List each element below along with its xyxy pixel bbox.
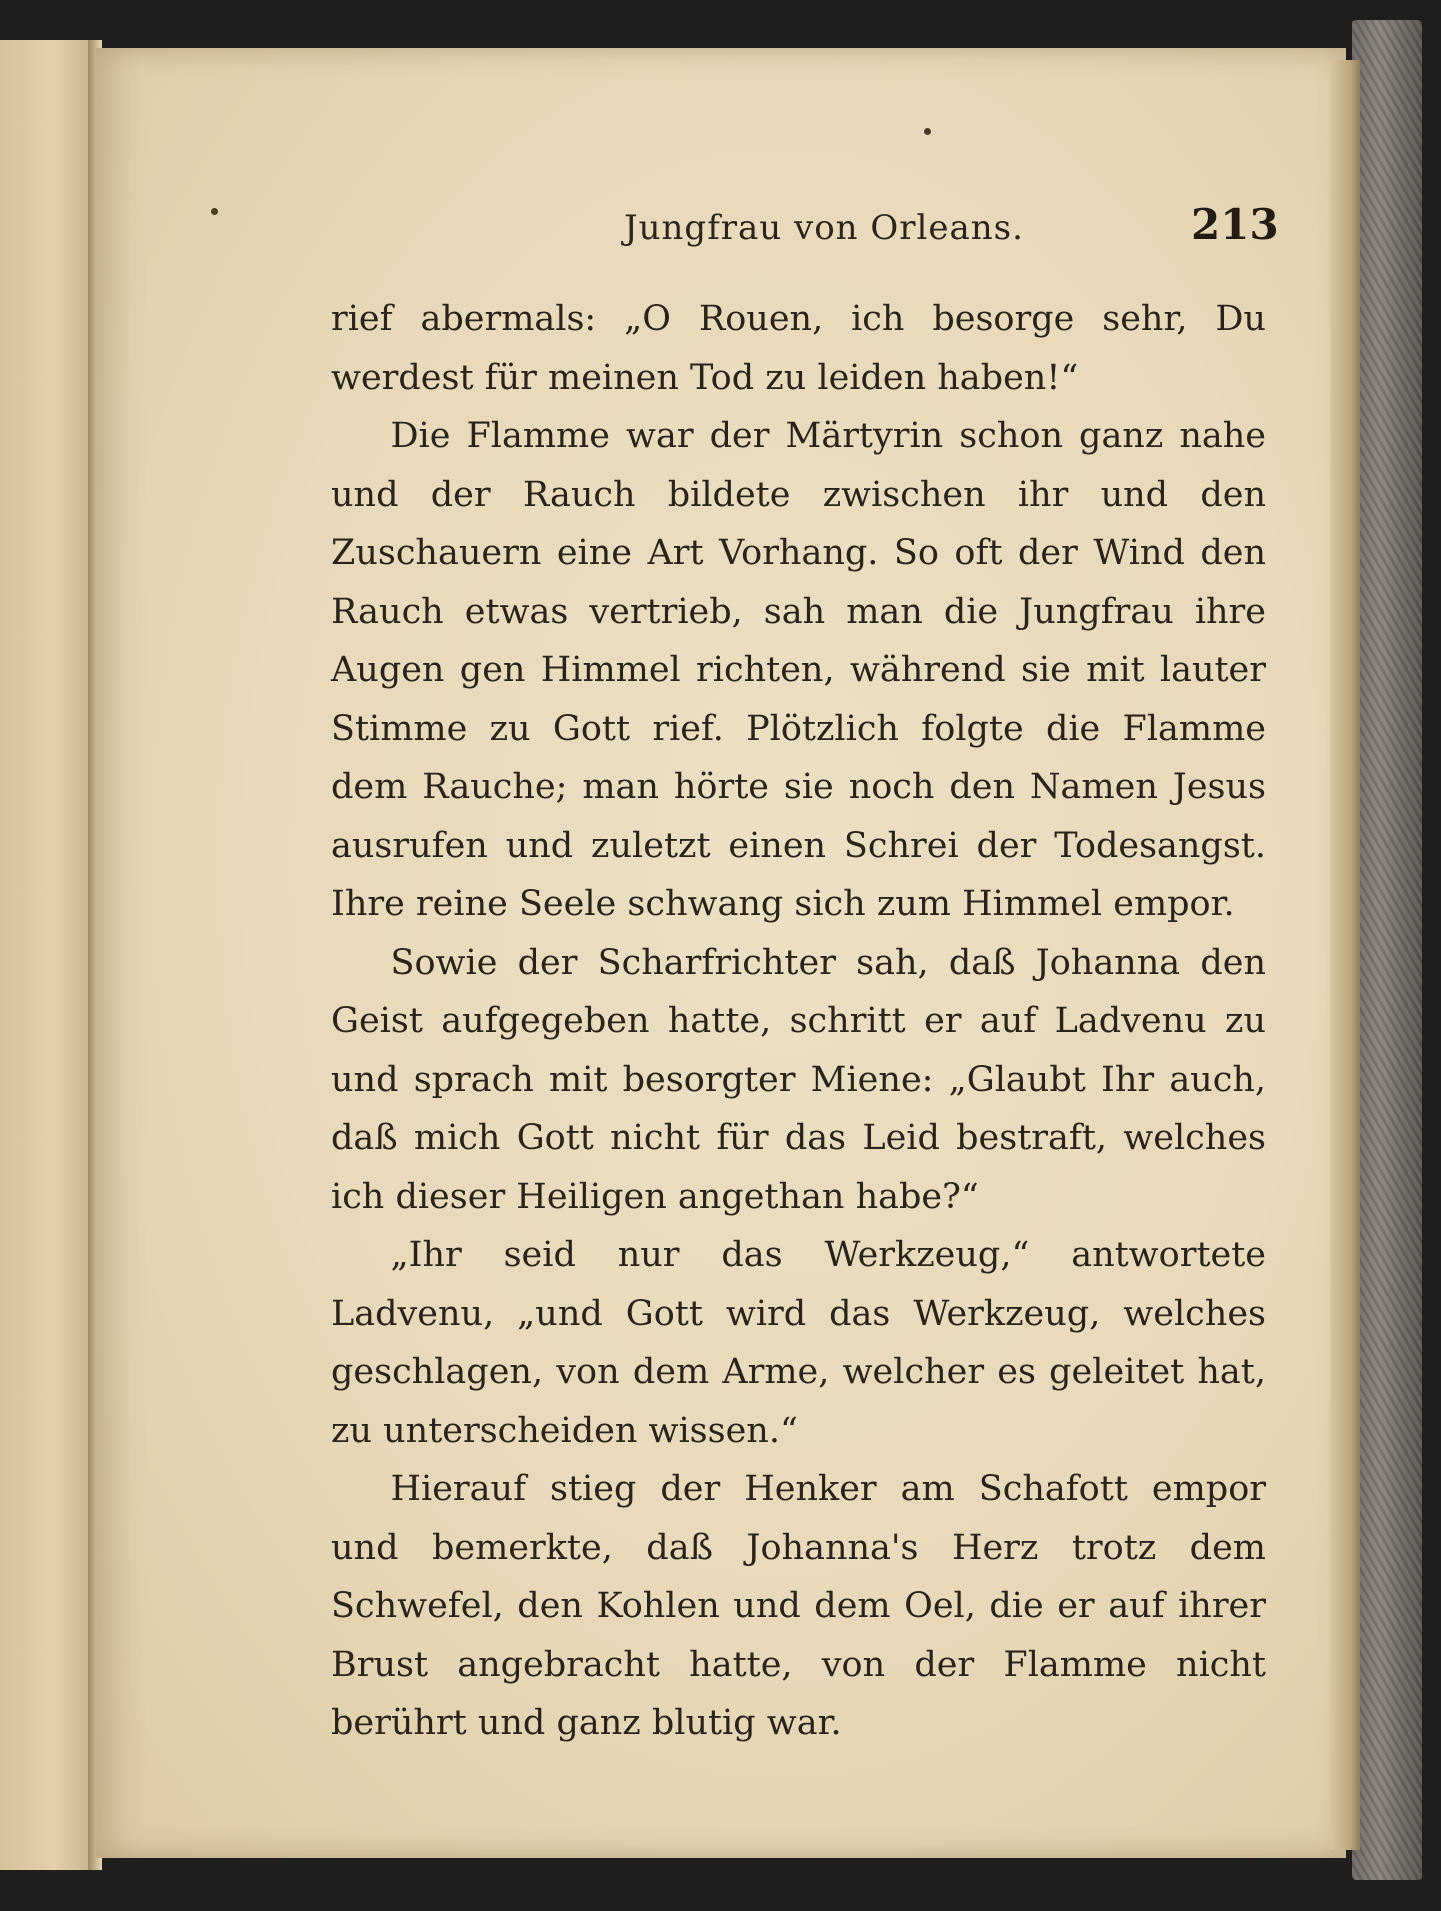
running-head: Jungfrau von Orleans.	[624, 208, 1024, 248]
body-text	[331, 290, 1266, 1753]
paragraph: rief abermals: „O Rouen, ich besorge sehr, Du werdest für meinen Tod zu leiden haben!“	[331, 299, 1266, 398]
page-fore-edge	[1330, 60, 1360, 1850]
paragraph: Hierauf stieg der Henker am Schafott empor und bemerkte, daß Johanna's Herz trotz dem Schwefel, den Kohlen und dem Oel, die er auf ihrer Brust angebracht hatte, von der Flamme nicht berührt und ganz blutig war.	[331, 1469, 1266, 1743]
previous-page-edge	[0, 40, 94, 1870]
ink-spot	[924, 128, 931, 135]
paragraph: Sowie der Scharfrichter sah, daß Johanna den Geist aufgegeben hatte, schritt er auf Ladvenu zu und sprach mit besorgter Miene: „Glaubt Ihr auch, daß mich Gott nicht für das Leid bestraft, welches ich dieser Heiligen angethan habe?“	[331, 942, 1266, 1217]
paragraph: Die Flamme war der Märtyrin schon ganz nahe und der Rauch bildete zwischen ihr und den Zuschauern eine Art Vorhang. So oft der Wind den Rauch etwas vertrieb, sah man die Jungfrau ihre Augen gen Himmel richten, während sie mit lauter Stimme zu Gott rief. Plötzlich folgte die Flamme dem Rauche; man hörte sie noch den Namen Jesus ausrufen und zuletzt einen Schrei der Todesangst. Ihre reine Seele schwang sich zum Himmel empor.	[331, 416, 1266, 924]
ink-spot	[211, 208, 218, 215]
paragraph: „Ihr seid nur das Werkzeug,“ antwortete Ladvenu, „und Gott wird das Werkzeug, welches geschlagen, von dem Arme, welcher es geleitet hat, zu unterscheiden wissen.“	[331, 1235, 1266, 1451]
book-page	[96, 48, 1346, 1858]
book-cover-board	[1352, 20, 1422, 1880]
page-number: 213	[1191, 200, 1279, 249]
